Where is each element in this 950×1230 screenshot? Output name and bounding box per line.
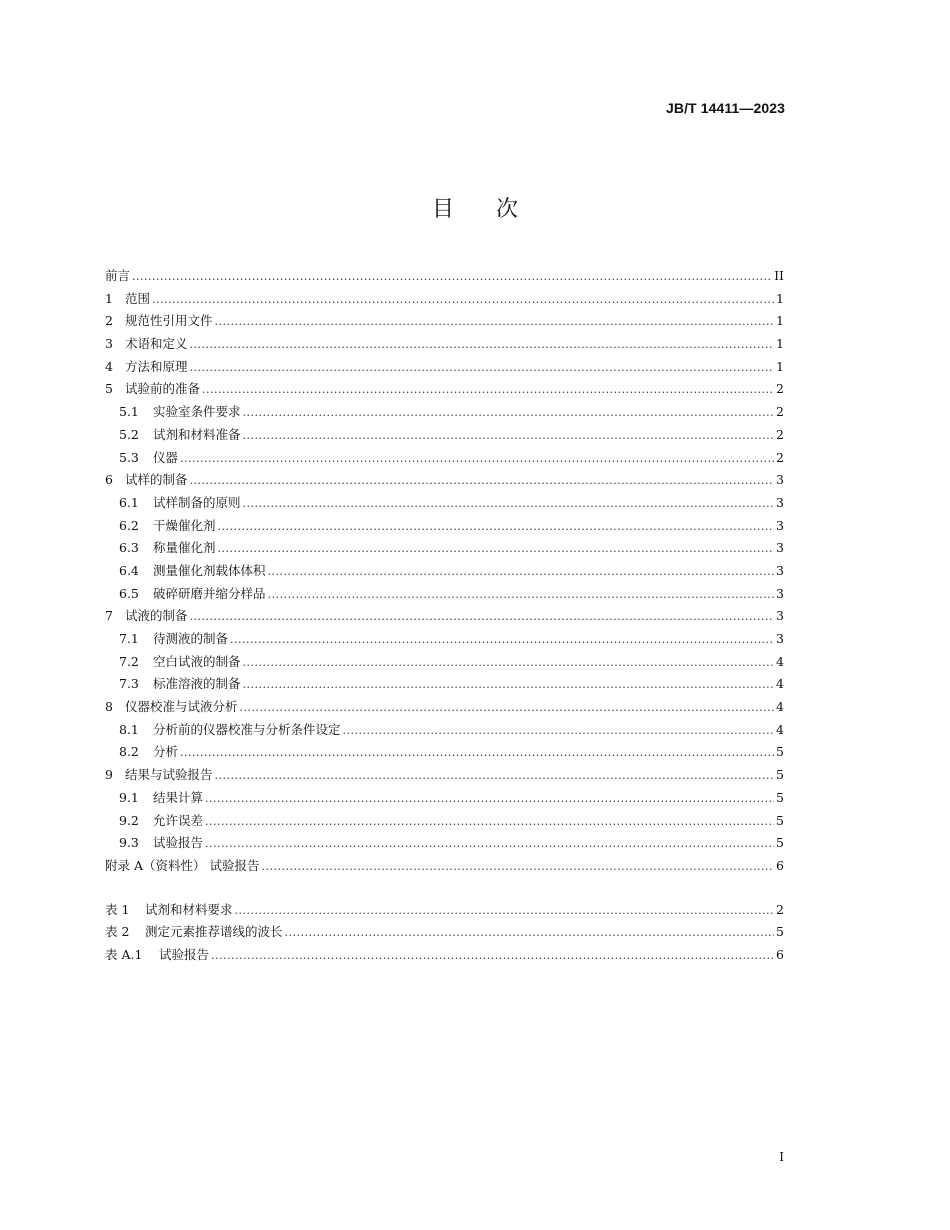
toc-entry-title: 试验报告 [159,946,210,962]
dot-leader [285,922,774,945]
toc-entry-page: 3 [776,631,784,646]
toc-entry-title: 测定元素推荐谱线的波长 [145,924,283,940]
dot-leader [268,561,774,584]
dot-leader [261,856,774,879]
toc-entry-title: 试液的制备 [125,608,188,624]
toc-entry[interactable] [105,899,784,922]
toc-entry-number: 2 [105,313,113,329]
toc-entry-page: 6 [776,857,784,873]
toc-entry-number: 5.1 [119,404,139,420]
toc-entry-number: 7.2 [119,653,139,669]
toc-entry-title: 分析 [153,744,179,760]
toc-entry-title: 干燥催化剂 [153,517,216,533]
toc-entry-number: 6 [105,472,113,488]
toc-entry-number: 9 [105,767,113,783]
toc-entry-number: 7.3 [119,676,139,692]
dot-leader [180,742,774,765]
toc-entry-page: 4 [776,653,784,669]
toc-entry-number: 8 [105,699,113,715]
toc-entry-number: 表 1 [105,901,130,917]
toc-entry-page: 5 [776,789,784,805]
toc-entry-title: 试样的制备 [125,472,188,488]
toc-entry-page: 5 [776,767,784,783]
toc-entry-page: 2 [776,426,784,442]
toc-entry[interactable] [105,696,784,719]
toc-entry[interactable] [105,356,784,379]
page-title: 目次 [431,197,560,222]
toc-entry[interactable] [105,424,784,447]
toc-entry-title: 测量催化剂载体体积 [153,562,266,578]
toc-entry[interactable] [105,628,784,651]
toc-entry[interactable] [105,944,784,967]
toc-entry-number: 7 [105,608,113,624]
toc-entry-page: 2 [776,901,784,917]
toc-entry-title: 试剂和材料要求 [145,901,233,917]
dot-leader [180,448,774,471]
toc-entry-number: 3 [105,336,113,352]
toc-entry-page: 3 [776,585,784,601]
toc-entry-number: 8.1 [119,721,139,737]
toc-entry[interactable] [105,764,784,787]
toc-entry-page: II [774,268,784,283]
toc-entry-page: 3 [776,517,784,533]
toc-entry-number: 5 [105,381,113,397]
toc-entry-page: 6 [776,946,784,962]
toc-entry-page: 2 [776,404,784,420]
toc-entry[interactable] [105,469,784,492]
toc-entry[interactable] [105,787,784,810]
toc-entry-title: 试验报告 [153,835,204,851]
toc-entry-page: 3 [776,540,784,556]
dot-leader [202,379,774,402]
dot-leader [205,811,774,834]
dot-leader [190,357,774,380]
dot-leader [243,425,774,448]
toc-entry-title: 允许误差 [153,812,204,828]
toc-entry-page: 1 [776,290,784,306]
dot-leader [190,606,774,629]
toc-entry-page: 5 [776,812,784,828]
toc-entry-number: 6.3 [119,540,139,556]
dot-leader [205,833,774,856]
document-code: JB/T 14411—2023 [665,100,785,116]
toc-entry-page: 1 [776,336,784,352]
toc-entry-page: 4 [776,721,784,737]
toc-entry[interactable] [105,378,784,401]
dot-leader [230,629,774,652]
dot-leader [243,402,774,425]
toc-entry[interactable] [105,560,784,583]
toc-entry-title: 分析前的仪器校准与分析条件设定 [153,721,341,737]
toc-entry-number: 6.2 [119,517,139,533]
toc-entry[interactable] [105,447,784,470]
toc-entry-title: 称量催化剂 [153,540,216,556]
dot-leader [215,765,774,788]
toc-entry-number: 表 2 [105,924,130,940]
toc-entry-title: 附录 A（资料性） 试验报告 [105,857,260,873]
dot-leader [215,311,774,334]
toc-entry[interactable] [105,832,784,855]
dot-leader [132,266,772,289]
toc-entry-number: 9.2 [119,812,139,828]
toc-entry-title: 术语和定义 [125,336,188,352]
toc-entry[interactable] [105,810,784,833]
toc-entry[interactable] [105,651,784,674]
toc-entry-number: 6.4 [119,562,139,578]
toc-entry[interactable] [105,741,784,764]
toc-entry[interactable] [105,921,784,944]
dot-leader [152,289,774,312]
toc-entry-title: 试剂和材料准备 [153,426,241,442]
toc-entry-number: 9.3 [119,835,139,851]
toc-entry-number: 8.2 [119,744,139,760]
toc-entry-title: 规范性引用文件 [125,313,213,329]
toc-entry-title: 破碎研磨并缩分样品 [153,585,266,601]
toc-entry[interactable] [105,288,784,311]
toc-entry[interactable] [105,515,784,538]
dot-leader [205,788,774,811]
toc-entry-title: 方法和原理 [125,358,188,374]
toc-entry-page: 5 [776,924,784,940]
dot-leader [243,652,774,675]
toc-entry-title: 范围 [125,290,151,306]
toc-entry[interactable] [105,605,784,628]
toc-entry[interactable] [105,310,784,333]
toc-entry-page: 3 [776,608,784,624]
dot-leader [190,334,774,357]
toc-entry-number: 1 [105,290,113,306]
toc-entry-title: 待测液的制备 [153,631,229,646]
dot-leader [343,720,774,743]
toc-entry-title: 试样制备的原则 [153,494,241,510]
dot-leader [211,945,774,968]
toc-entry[interactable] [105,673,784,696]
toc-entry-page: 1 [776,358,784,374]
dot-leader [243,674,774,697]
dot-leader [268,584,774,607]
toc-entry[interactable] [105,401,784,424]
toc-entry[interactable] [105,333,784,356]
toc-entry-title: 空白试液的制备 [153,653,241,669]
dot-leader [218,538,774,561]
toc-entry-number: 4 [105,358,113,374]
dot-leader [235,900,774,923]
table-of-contents [105,265,784,967]
toc-entry[interactable] [105,492,784,515]
dot-leader [190,470,774,493]
toc-entry-number: 6.5 [119,585,139,601]
toc-entry[interactable] [105,719,784,742]
toc-entry-title: 标准溶液的制备 [153,676,241,692]
toc-entry-number: 9.1 [119,789,139,805]
toc-entry-title: 仪器校准与试液分析 [125,699,238,715]
page-number: I [779,1150,784,1164]
toc-entry-page: 4 [776,676,784,692]
toc-entry-page: 4 [776,699,784,715]
toc-entry[interactable] [105,265,784,288]
toc-entry[interactable] [105,537,784,560]
dot-leader [243,493,774,516]
toc-entry-title: 结果计算 [153,789,204,805]
dot-leader [240,697,774,720]
toc-entry-title: 试验前的准备 [125,381,201,397]
toc-entry-page: 2 [776,381,784,397]
toc-entry[interactable] [105,855,784,878]
toc-entry-number: 7.1 [119,631,139,646]
toc-entry-page: 3 [776,562,784,578]
toc-entry-page: 2 [776,449,784,465]
toc-entry-page: 3 [776,494,784,510]
toc-entry[interactable] [105,583,784,606]
toc-entry-title: 仪器 [153,449,179,465]
toc-entry-title: 实验室条件要求 [153,404,241,420]
toc-entry-page: 5 [776,744,784,760]
toc-entry-title: 前言 [105,268,131,283]
dot-leader [218,516,774,539]
toc-entry-number: 5.3 [119,449,139,465]
toc-entry-page: 5 [776,835,784,851]
toc-entry-page: 1 [776,313,784,329]
toc-entry-number: 6.1 [119,494,139,510]
toc-entry-number: 表 A.1 [105,946,143,962]
toc-entry-title: 结果与试验报告 [125,767,213,783]
toc-entry-page: 3 [776,472,784,488]
toc-entry-number: 5.2 [119,426,139,442]
